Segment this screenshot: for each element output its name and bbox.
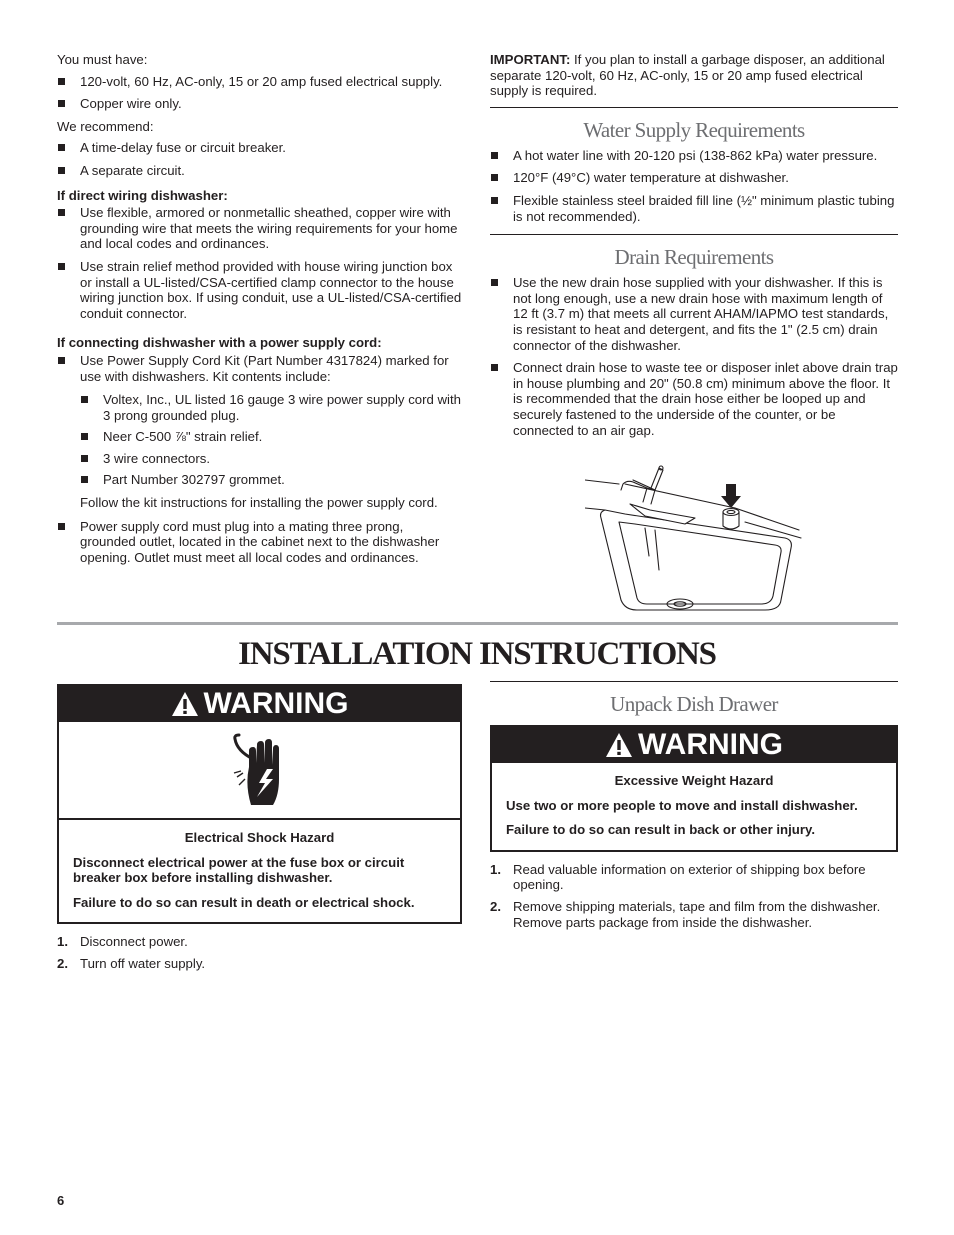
weight-warning-box: [490, 725, 898, 852]
power-cord-list: [57, 353, 462, 488]
list-item: Copper wire only.: [57, 96, 462, 112]
kit-note: Follow the kit instructions for installing the power supply cord.: [80, 495, 438, 511]
water-supply-list: [490, 148, 898, 224]
direct-wiring-list: [57, 205, 462, 321]
must-have-label: You must have:: [57, 52, 148, 67]
warning-consequence: Failure to do so can result in back or other injury.: [506, 822, 815, 838]
important-text: If you plan to install a garbage disposer, an additional separate 120-volt, 60 Hz, AC-only, 15 or 20 amp fused electrical supply is required.: [490, 52, 885, 99]
step-number: 1.: [57, 934, 68, 950]
list-item: 3 wire connectors.: [80, 451, 462, 467]
hazard-title: Electrical Shock Hazard: [184, 830, 335, 845]
drain-heading: Drain Requirements: [614, 245, 774, 270]
power-cord-list-2: [57, 519, 462, 566]
step-item: [490, 899, 898, 930]
power-cord-heading: If connecting dishwasher with a power supply cord:: [57, 335, 382, 351]
step-item: [57, 934, 462, 950]
recommend-label: We recommend:: [57, 118, 154, 134]
right-column: [490, 52, 898, 445]
warning-consequence: Failure to do so can result in death or electrical shock.: [73, 894, 415, 910]
list-item: Neer C-500 ⅞" strain relief.: [80, 429, 462, 445]
warning-header: [59, 686, 460, 722]
water-supply-heading: Water Supply Requirements: [583, 117, 805, 142]
list-item: Voltex, Inc., UL listed 16 gauge 3 wire power supply cord with 3 prong grounded plug.: [80, 392, 462, 423]
electrical-warning-box: [57, 684, 462, 924]
step-number: 1.: [490, 861, 501, 877]
list-item: Use flexible, armored or nonmetallic sheathed, copper wire with grounding wire that meets the wiring requirements for your home and local codes and ordinances.: [57, 205, 462, 252]
step-number: 2.: [57, 955, 68, 971]
step-item: [57, 956, 462, 972]
section-divider: [490, 234, 898, 235]
warning-label: WARNING: [203, 687, 349, 720]
step-text: Read valuable information on exterior of shipping box before opening.: [513, 861, 866, 893]
steps-list-left: [57, 934, 462, 971]
list-item: [57, 353, 462, 488]
list-item: 120°F (49°C) water temperature at dishwasher.: [490, 170, 898, 186]
warning-header: [492, 727, 896, 763]
list-item: A time-delay fuse or circuit breaker.: [57, 140, 462, 156]
electrical-warning-section: [57, 684, 462, 978]
important-note: [490, 52, 898, 99]
warning-body: [492, 763, 896, 850]
hazard-title: Excessive Weight Hazard: [614, 773, 774, 788]
step-text: Disconnect power.: [80, 934, 188, 950]
list-item: Part Number 302797 grommet.: [80, 472, 462, 488]
warning-triangle-icon: [605, 732, 633, 758]
step-number: 2.: [490, 898, 501, 914]
step-item: [490, 862, 898, 893]
warning-instruction: Disconnect electrical power at the fuse box or circuit breaker box before installing dishwasher.: [73, 854, 405, 886]
list-item: Use the new drain hose supplied with your dishwasher. If this is not long enough, use a new drain hose with maximum length of 12 ft (3.7 m) that meets all current AHAM/IAPMO test standards, is resistant to heat and detergent, and fits the 1" (2.5 cm) drain connector of the dishwasher.: [490, 275, 898, 353]
must-have-list: [57, 74, 462, 112]
sink-drain-illustration: [585, 460, 815, 618]
list-item: Connect drain hose to waste tee or disposer inlet above drain trap in house plumbing and 20" (50.8 cm) minimum above the floor. It is recommended that the drain hose either be looped up and securely fastened to the underside of the counter, or be connected to an air gap.: [490, 360, 898, 438]
unpack-heading: Unpack Dish Drawer: [610, 692, 778, 716]
list-item: 120-volt, 60 Hz, AC-only, 15 or 20 amp fused electrical supply.: [57, 74, 462, 90]
list-item: Power supply cord must plug into a mating three prong, grounded outlet, located in the cabinet next to the dishwasher opening. Outlet must meet all local codes and ordinances.: [57, 519, 462, 566]
recommend-list: [57, 140, 462, 178]
section-divider: [490, 681, 898, 682]
shock-icon-panel: [59, 722, 460, 820]
cord-kit-text: Use Power Supply Cord Kit (Part Number 4317824) marked for use with dishwashers. Kit contents include:: [80, 352, 449, 384]
warning-triangle-icon: [171, 691, 199, 717]
electrical-shock-hand-icon: [231, 733, 289, 807]
important-label: IMPORTANT:: [490, 52, 571, 67]
steps-list-right: [490, 862, 898, 930]
page-number: 6: [57, 1193, 65, 1208]
list-item: A hot water line with 20-120 psi (138-862 kPa) water pressure.: [490, 148, 898, 164]
direct-wiring-heading: If direct wiring dishwasher:: [57, 187, 228, 203]
list-item: A separate circuit.: [57, 163, 462, 179]
title-rule: [57, 622, 898, 625]
kit-contents-list: [80, 392, 462, 488]
unpack-section: [490, 681, 898, 936]
warning-label: WARNING: [638, 728, 783, 761]
list-item: Flexible stainless steel braided fill line (½" minimum plastic tubing is not recommended).: [490, 193, 898, 224]
step-text: Remove shipping materials, tape and film from the dishwasher. Remove parts package from inside the dishwasher.: [513, 898, 881, 930]
warning-instruction: Use two or more people to move and install dishwasher.: [506, 797, 858, 813]
page-title: INSTALLATION INSTRUCTIONS: [238, 636, 716, 672]
drain-list: [490, 275, 898, 438]
warning-body: [59, 820, 460, 922]
section-divider: [490, 107, 898, 108]
step-text: Turn off water supply.: [80, 955, 206, 971]
left-column: [57, 52, 462, 572]
list-item: Use strain relief method provided with house wiring junction box or install a UL-listed/CSA-certified clamp connector to the house wiring junction box. If using conduit, use a UL-listed/CSA-certified conduit connector.: [57, 259, 462, 321]
